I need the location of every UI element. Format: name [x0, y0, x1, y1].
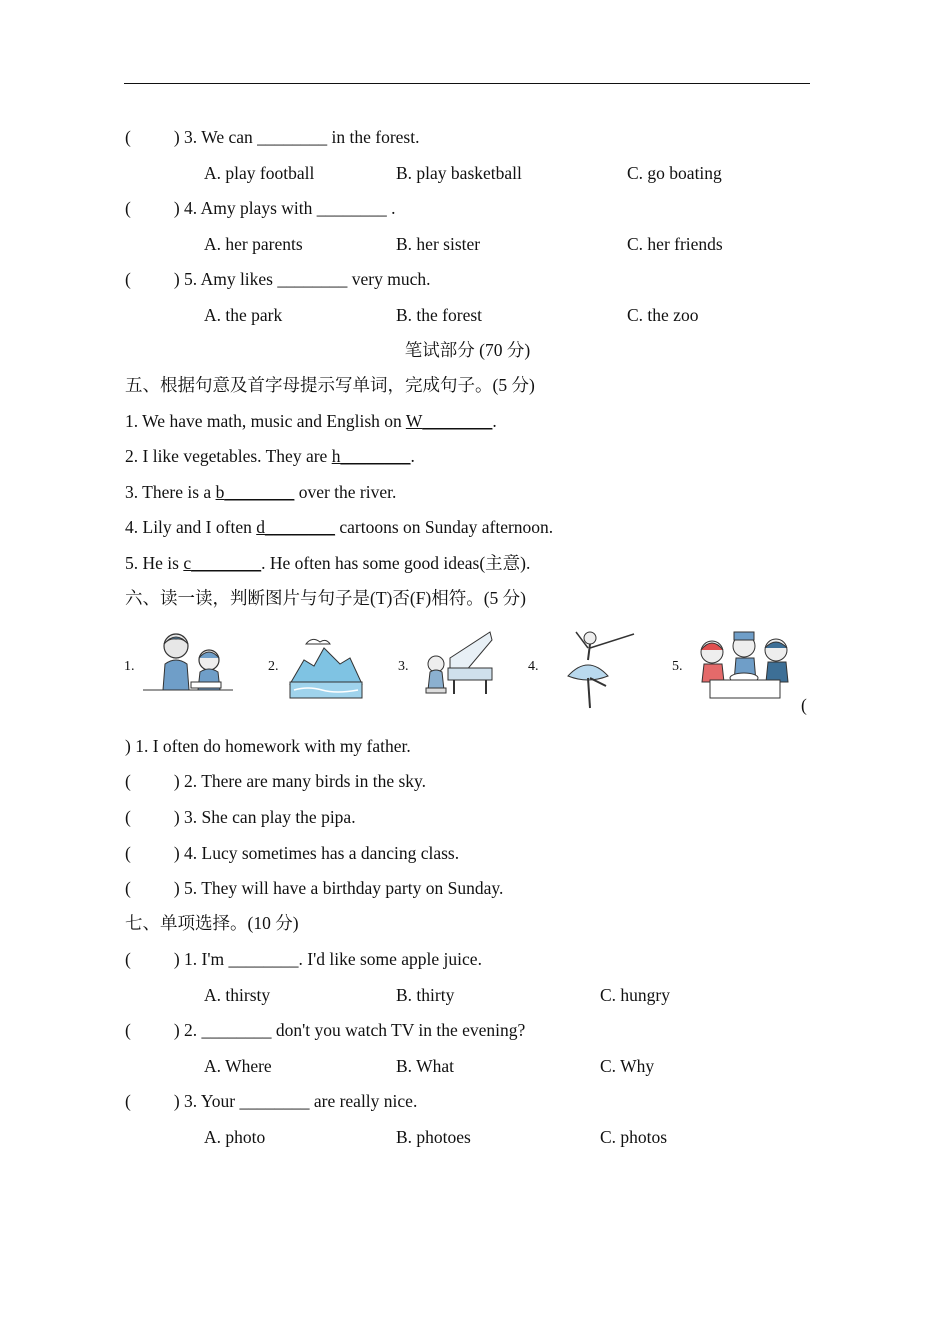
- option-b: B. her sister: [396, 234, 481, 254]
- option-b: B. play basketball: [396, 163, 522, 183]
- option-b: B. thirty: [396, 985, 455, 1005]
- answer-paren: (: [125, 1091, 131, 1111]
- fill-item-2: 2. I like vegetables. They are h________.: [125, 446, 415, 466]
- question-stem: ) 4. Amy plays with ________ .: [173, 198, 396, 218]
- answer-paren: (: [801, 695, 807, 715]
- option-b: B. photoes: [396, 1127, 471, 1147]
- pic-label-2: 2.: [268, 659, 279, 674]
- option-c: C. hungry: [600, 985, 670, 1005]
- choice-q1: ( ) 1. I'm ________. I'd like some apple juice.: [125, 949, 482, 969]
- answer-paren: (: [125, 1020, 131, 1040]
- question-stem: ) 3. We can ________ in the forest.: [173, 127, 420, 147]
- fill-item-5: 5. He is c________. He often has some good ideas(主意).: [125, 553, 531, 573]
- pic-label-4: 4.: [528, 659, 539, 674]
- option-c: C. her friends: [627, 234, 723, 254]
- written-part-title: 笔试部分 (70 分): [404, 340, 531, 360]
- fill-item-4: 4. Lily and I often d________ cartoons on Sunday afternoon.: [125, 517, 554, 537]
- option-c: C. Why: [600, 1056, 655, 1076]
- option-a: A. thirsty: [204, 985, 271, 1005]
- ballet-dancer-illustration: [560, 626, 640, 712]
- answer-blank[interactable]: W________: [405, 411, 493, 431]
- option-b: B. What: [396, 1056, 455, 1076]
- choice-q2: ( ) 2. ________ don't you watch TV in the evening?: [125, 1020, 526, 1040]
- listening-q5: [125, 268, 430, 290]
- judge-item-2: ( ) 2. There are many birds in the sky.: [125, 771, 427, 791]
- fill-item-3: 3. There is a b________ over the river.: [125, 482, 397, 502]
- option-a: A. play football: [204, 163, 315, 183]
- option-b: B. the forest: [396, 305, 483, 325]
- listening-q3: [125, 126, 419, 148]
- option-c: C. photos: [600, 1127, 668, 1147]
- answer-blank[interactable]: d________: [256, 517, 335, 537]
- option-c: C. go boating: [627, 163, 722, 183]
- pic-label-3: 3.: [398, 659, 409, 674]
- question-stem: ) 5. Amy likes ________ very much.: [173, 269, 431, 289]
- homework-illustration: [143, 630, 233, 692]
- section-6-title: 六、读一读，判断图片与句子是(T)否(F)相符。(5 分): [125, 588, 527, 608]
- answer-blank[interactable]: c________: [183, 553, 262, 573]
- answer-paren: (: [125, 771, 131, 791]
- section-7-title: 七、单项选择。(10 分): [125, 913, 299, 933]
- judge-item-5: ( ) 5. They will have a birthday party on Sunday.: [125, 878, 504, 898]
- section-5-title: 五、根据句意及首字母提示写单词，完成句子。(5 分): [125, 375, 535, 395]
- answer-paren: (: [125, 198, 131, 218]
- option-a: A. the park: [204, 305, 283, 325]
- answer-blank[interactable]: h________: [331, 446, 411, 466]
- answer-paren: (: [125, 878, 131, 898]
- choice-q3: ( ) 3. Your ________ are really nice.: [125, 1091, 418, 1111]
- answer-paren: (: [125, 807, 131, 827]
- option-a: A. her parents: [204, 234, 303, 254]
- answer-paren: (: [125, 843, 131, 863]
- answer-paren: (: [125, 127, 131, 147]
- fill-item-1: 1. We have math, music and English on W________.: [125, 411, 497, 431]
- judge-item-4: ( ) 4. Lucy sometimes has a dancing class.: [125, 843, 460, 863]
- pic-label-1: 1.: [124, 659, 135, 674]
- listening-q4: [125, 197, 396, 219]
- piano-illustration: [420, 628, 494, 700]
- answer-blank[interactable]: b________: [215, 482, 295, 502]
- answer-paren: (: [125, 269, 131, 289]
- option-c: C. the zoo: [627, 305, 699, 325]
- judge-item-1: ) 1. I often do homework with my father.: [125, 736, 411, 756]
- iceberg-illustration: [288, 634, 364, 700]
- judge-item-3: ( ) 3. She can play the pipa.: [125, 807, 356, 827]
- birthday-party-illustration: [696, 630, 794, 702]
- answer-paren: (: [125, 949, 131, 969]
- option-a: A. Where: [204, 1056, 272, 1076]
- option-a: A. photo: [204, 1127, 266, 1147]
- header-rule: [124, 83, 810, 84]
- pic-label-5: 5.: [672, 659, 683, 674]
